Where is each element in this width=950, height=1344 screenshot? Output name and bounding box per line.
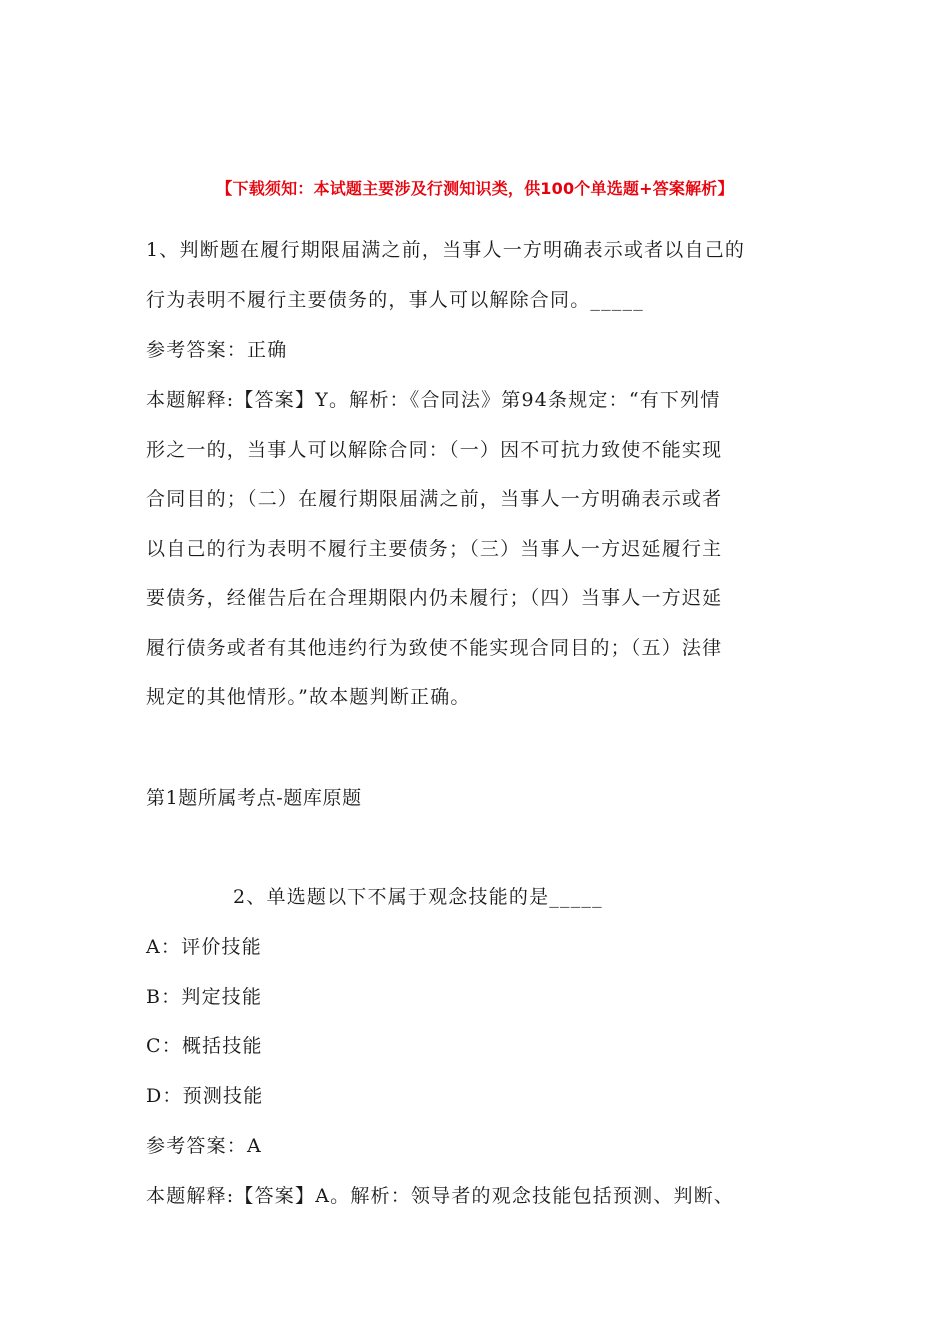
question-1-line-1: 1、判断题在履行期限届满之前，当事人一方明确表示或者以自己的	[146, 239, 746, 261]
explanation-line: 本题解释:【答案】Y。解析：《合同法》第94条规定：“有下列情	[146, 389, 721, 411]
question-2-text: 2、单选题以下不属于观念技能的是_____	[233, 886, 603, 908]
question-1-answer-text: 参考答案：正确	[146, 339, 288, 361]
question-2-answer-text: 参考答案：A	[146, 1135, 262, 1157]
question-1-topic	[146, 774, 811, 824]
question-1-answer	[146, 326, 811, 376]
option-d: D：预测技能	[146, 1085, 264, 1108]
question-2-explanation-text: 本题解释:【答案】A。解析：领导者的观念技能包括预测、判断、	[146, 1185, 735, 1207]
question-1-explanation	[146, 376, 811, 723]
option-c: C：概括技能	[146, 1035, 263, 1058]
option-a: A：评价技能	[146, 936, 262, 958]
question-1	[146, 226, 811, 325]
download-notice: 【下载须知：本试题主要涉及行测知识类，供100个单选题+答案解析】	[216, 179, 734, 198]
option-b: B：判定技能	[146, 985, 263, 1008]
explanation-line: 以自己的行为表明不履行主要债务；（三）当事人一方迟延履行主	[146, 537, 723, 560]
question-1-line-2: 行为表明不履行主要债务的，事人可以解除合同。_____	[146, 288, 644, 311]
question-2-explanation	[146, 1172, 811, 1222]
explanation-line: 履行债务或者有其他违约行为致使不能实现合同目的；（五）法律	[146, 636, 723, 659]
explanation-line: 形之一的，当事人可以解除合同：（一）因不可抗力致使不能实现	[146, 438, 723, 461]
question-2	[233, 873, 603, 923]
question-2-options	[146, 923, 263, 1122]
question-1-topic-text: 第1题所属考点-题库原题	[146, 787, 362, 809]
explanation-line: 要债务，经催告后在合理期限内仍未履行；（四）当事人一方迟延	[146, 587, 723, 609]
explanation-line: 规定的其他情形。”故本题判断正确。	[146, 686, 471, 708]
question-2-answer	[146, 1122, 262, 1172]
explanation-line: 合同目的；（二）在履行期限届满之前，当事人一方明确表示或者	[146, 488, 723, 510]
